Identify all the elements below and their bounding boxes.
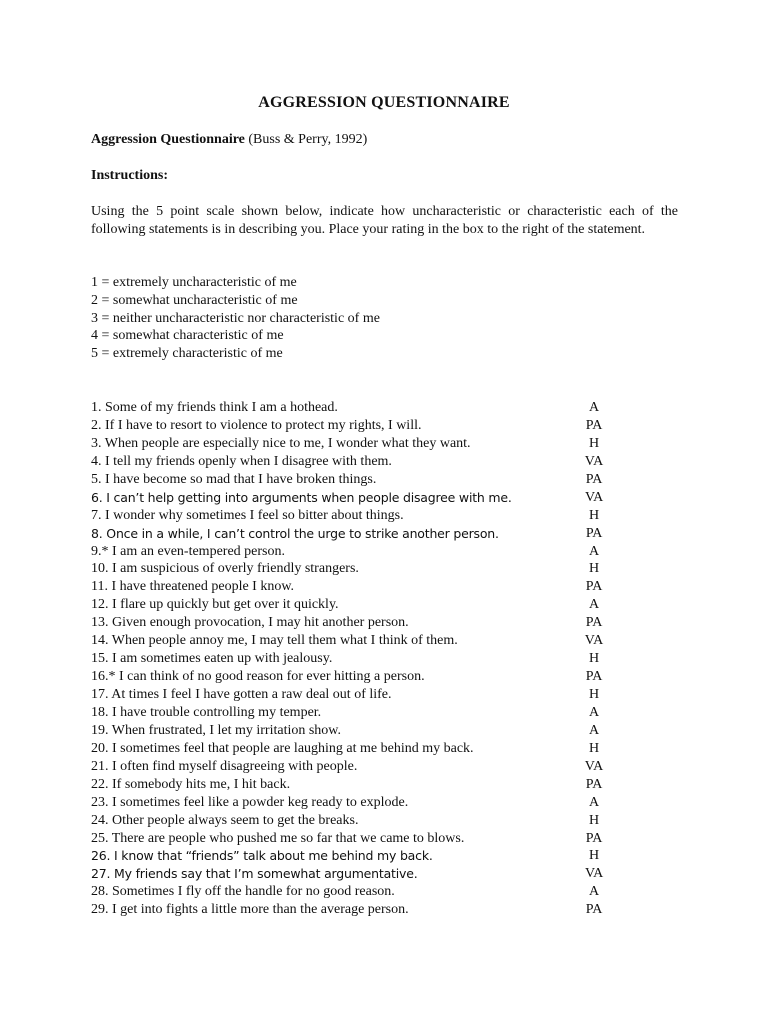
subscale-code: A (588, 543, 600, 559)
scale-option: 4 = somewhat characteristic of me (91, 328, 284, 344)
subscale-code: VA (584, 758, 604, 774)
question-row (91, 489, 631, 507)
question-row (91, 399, 631, 417)
question-row (91, 722, 631, 740)
instructions-heading: Instructions: (91, 168, 169, 183)
scale-option: 3 = neither uncharacteristic nor characteristic of me (91, 310, 380, 326)
subscale-code: PA (585, 417, 603, 433)
subscale-code: A (588, 597, 600, 613)
question-row (91, 560, 631, 578)
question-text: 13. Given enough provocation, I may hit another person. (91, 615, 409, 631)
question-text: 2. If I have to resort to violence to protect my rights, I will. (91, 417, 422, 433)
subscale-code: H (588, 435, 600, 451)
subscale-code: A (588, 794, 600, 810)
question-text: 14. When people annoy me, I may tell them what I think of them. (91, 633, 458, 649)
instructions-text: Using the 5 point scale shown below, indicate how uncharacteristic or characteristic each of the following statements is in describing you. Place your rating in the box to the right of the statement. (91, 204, 678, 237)
question-text: 10. I am suspicious of overly friendly strangers. (91, 561, 359, 577)
question-row (91, 776, 631, 794)
question-text: 27. My friends say that I’m somewhat argumentative. (91, 866, 418, 882)
subscale-code: A (588, 400, 600, 415)
subscale-code: A (588, 884, 600, 900)
subscale-code: PA (585, 579, 603, 595)
question-text: 24. Other people always seem to get the breaks. (91, 812, 359, 828)
question-row (91, 435, 631, 453)
question-text: 9.* I am an even-tempered person. (91, 543, 285, 559)
question-text: 25. There are people who pushed me so far that we came to blows. (91, 830, 465, 846)
scale-option: 5 = extremely characteristic of me (91, 346, 283, 362)
question-text: 5. I have become so mad that I have broken things. (91, 471, 377, 487)
question-row (91, 758, 631, 776)
subscale-code: PA (585, 669, 603, 685)
subscale-code: PA (585, 830, 603, 846)
question-text: 11. I have threatened people I know. (91, 579, 295, 595)
page-title: AGGRESSION QUESTIONNAIRE (258, 94, 510, 111)
question-row (91, 812, 631, 830)
subscale-code: H (588, 651, 600, 667)
questionnaire-citation (91, 132, 367, 148)
question-text: 4. I tell my friends openly when I disagree with them. (91, 453, 392, 469)
subscale-code: H (588, 507, 600, 523)
subscale-code: PA (585, 902, 603, 918)
question-row (91, 686, 631, 704)
scale-option: 2 = somewhat uncharacteristic of me (91, 292, 298, 308)
question-text: 23. I sometimes feel like a powder keg ready to explode. (91, 794, 409, 810)
question-row (91, 830, 631, 848)
subscale-code: A (588, 722, 600, 738)
question-row (91, 650, 631, 668)
subscale-code: VA (584, 489, 604, 505)
subscale-code: VA (584, 633, 604, 649)
citation-authors: (Buss & Perry, 1992) (244, 132, 368, 147)
question-row (91, 704, 631, 722)
question-text: 17. At times I feel I have gotten a raw deal out of life. (91, 687, 392, 702)
question-text: 20. I sometimes feel that people are laughing at me behind my back. (91, 740, 474, 756)
question-row (91, 471, 631, 489)
question-row (91, 596, 631, 614)
question-row (91, 865, 631, 883)
subscale-code: H (589, 848, 599, 864)
subscale-code: PA (585, 525, 603, 541)
subscale-code: PA (585, 471, 603, 487)
subscale-code: H (588, 561, 600, 577)
question-text: 7. I wonder why sometimes I feel so bitter about things. (91, 507, 404, 523)
subscale-code: PA (585, 776, 603, 792)
question-row (91, 632, 631, 650)
question-row (91, 453, 631, 471)
subscale-code: H (588, 740, 600, 756)
rating-scale (91, 274, 380, 363)
subscale-code: VA (584, 866, 604, 882)
question-text: 29. I get into fights a little more than the average person. (91, 902, 409, 918)
question-text: 3. When people are especially nice to me, I wonder what they want. (91, 435, 471, 451)
question-text: 15. I am sometimes eaten up with jealousy. (91, 651, 333, 667)
question-row (91, 883, 631, 901)
question-text: 1. Some of my friends think I am a hothead. (91, 400, 338, 415)
question-text: 22. If somebody hits me, I hit back. (91, 776, 291, 792)
subscale-code: VA (584, 453, 604, 469)
question-text: 19. When frustrated, I let my irritation show. (91, 722, 341, 738)
question-text: 18. I have trouble controlling my temper. (91, 704, 322, 720)
question-text: 21. I often find myself disagreeing with people. (91, 758, 358, 774)
subscale-code: PA (585, 615, 603, 631)
subscale-code: H (588, 687, 600, 702)
question-row (91, 740, 631, 758)
question-row (91, 507, 631, 525)
subscale-code: A (588, 704, 600, 720)
question-row (91, 901, 631, 919)
question-row (91, 578, 631, 596)
question-text: 8. Once in a while, I can’t control the urge to strike another person. (91, 525, 499, 541)
question-row (91, 525, 631, 543)
scale-option: 1 = extremely uncharacteristic of me (91, 275, 297, 290)
question-row (91, 794, 631, 812)
question-row (91, 614, 631, 632)
question-text: 16.* I can think of no good reason for ever hitting a person. (91, 669, 425, 685)
subscale-code: H (588, 812, 600, 828)
question-text: 28. Sometimes I fly off the handle for no good reason. (91, 884, 395, 900)
question-text: 26. I know that “friends” talk about me behind my back. (91, 848, 433, 864)
question-list (91, 399, 631, 919)
question-text: 6. I can’t help getting into arguments when people disagree with me. (91, 489, 512, 505)
question-row (91, 668, 631, 686)
question-row (91, 847, 631, 865)
question-row (91, 543, 631, 561)
citation-title: Aggression Questionnaire (91, 132, 245, 147)
question-row (91, 417, 631, 435)
question-text: 12. I flare up quickly but get over it quickly. (91, 597, 339, 613)
